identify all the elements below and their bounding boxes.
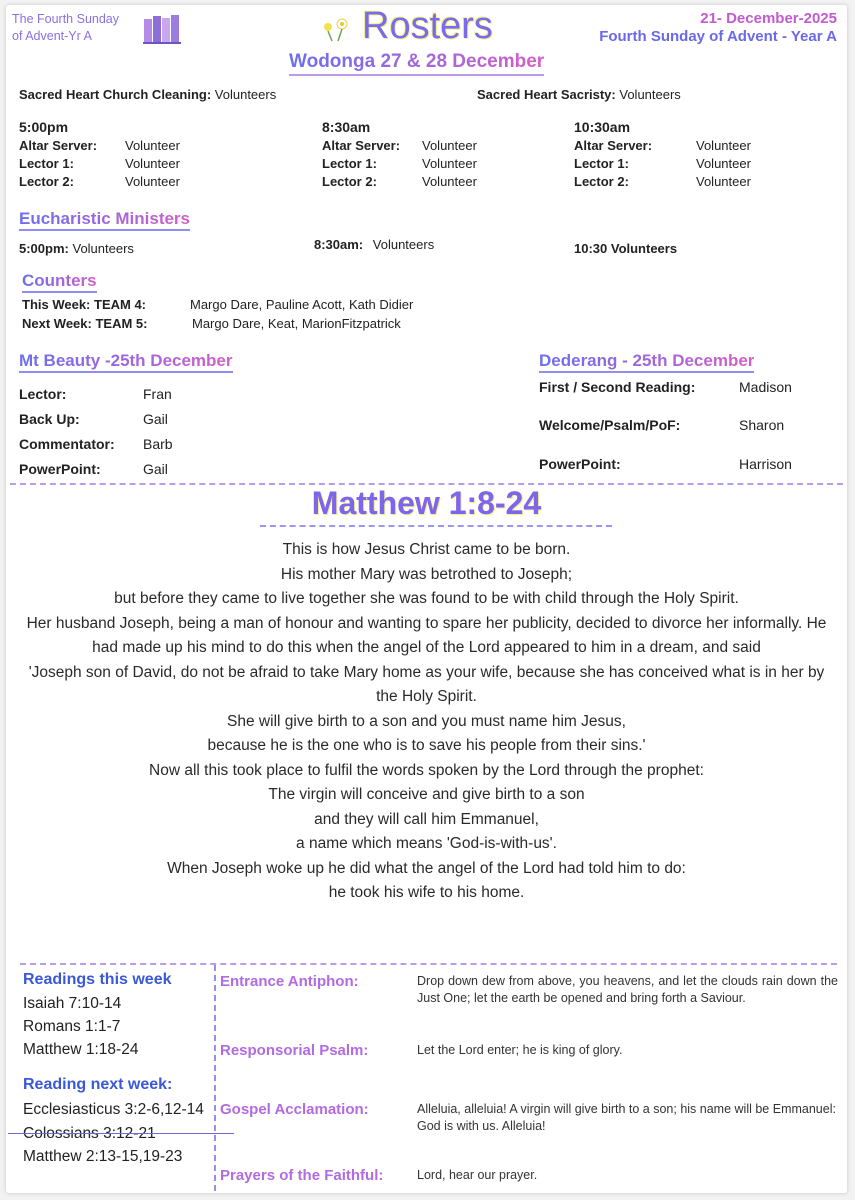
- eucharistic-heading: Eucharistic Ministers: [19, 209, 190, 231]
- sacristy-value: Volunteers: [619, 87, 681, 102]
- reading-item: Matthew 2:13-15,19-23: [23, 1148, 183, 1165]
- role-value: Fran: [143, 386, 172, 402]
- gospel-title-underline: [260, 525, 612, 527]
- role-value: Volunteer: [125, 138, 180, 153]
- gospel-line: This is how Jesus Christ came to be born.: [282, 541, 571, 558]
- role-value: Volunteer: [696, 138, 751, 153]
- gospel-line: The virgin will conceive and give birth to a son: [268, 786, 585, 803]
- gospel-title: Matthew 1:8-24: [6, 485, 847, 522]
- gospel-line: and they will call him Emmanuel,: [314, 810, 539, 828]
- role-value: Volunteer: [422, 138, 477, 153]
- liturgy-label: Prayers of the Faithful:: [220, 1167, 384, 1184]
- flowers-icon: [320, 17, 354, 43]
- gospel-line: he took his wife to his home.: [328, 884, 525, 901]
- mass-column-1: [19, 119, 180, 191]
- gospel-line: His mother Mary was betrothed to Joseph;: [280, 565, 573, 583]
- eucharistic-value: Volunteers: [372, 237, 435, 252]
- dederang-heading: Dederang - 25th December: [539, 351, 754, 373]
- role-value: Harrison: [739, 456, 792, 472]
- header-left-line2: of Advent-Yr A: [12, 29, 92, 43]
- eucharistic-time: 8:30am:: [314, 237, 364, 252]
- eucharistic-time: 5:00pm:: [19, 241, 69, 256]
- bottom-column-divider: [214, 965, 216, 1191]
- role-value: Gail: [143, 461, 168, 477]
- header-left-line1: The Fourth Sunday: [12, 12, 120, 26]
- reading-item: Ecclesiasticus 3:2-6,12-14: [23, 1101, 204, 1118]
- gospel-line: a name which means 'God-is-with-us'.: [296, 835, 557, 852]
- location-title: Wodonga 27 & 28 December: [289, 51, 544, 76]
- liturgy-text: Drop down dew from above, you heavens, and let the clouds rain down the Just One; let the earth be opened and bring forth a Saviour.: [417, 974, 838, 1005]
- header-right: [599, 10, 837, 46]
- role-label: Lector 2:: [322, 174, 377, 189]
- role-label: PowerPoint:: [539, 456, 621, 472]
- gospel-line: When Joseph woke up he did what the angel of the Lord had told him to do:: [167, 859, 686, 877]
- liturgy-text: Alleluia, alleluia! A virgin will give birth to a son; his name will be Emmanuel: God is with us. Alleluia!: [417, 1102, 836, 1133]
- header-left-caption: [12, 11, 152, 45]
- cleaning-row: [19, 87, 276, 102]
- mass-time: 5:00pm: [19, 119, 69, 135]
- liturgy-label: Entrance Antiphon:: [220, 973, 359, 990]
- sacristy-row: [477, 87, 681, 102]
- readings-strike-line: [8, 1133, 234, 1134]
- role-value: Gail: [143, 411, 168, 427]
- role-value: Volunteer: [696, 174, 751, 189]
- hymn-book-icon: [142, 13, 186, 45]
- role-value: Sharon: [739, 417, 785, 433]
- eucharistic-5pm: [19, 241, 134, 256]
- mass-time: 10:30am: [574, 119, 631, 135]
- cleaning-value: Volunteers: [214, 87, 277, 102]
- gospel-text: [6, 538, 847, 906]
- role-label: First / Second Reading:: [539, 379, 696, 395]
- role-label: Lector 1:: [574, 156, 629, 171]
- role-label: Lector 2:: [19, 174, 74, 189]
- role-label: Welcome/Psalm/PoF:: [539, 417, 681, 433]
- reading-item: Matthew 1:18-24: [23, 1041, 139, 1058]
- reading-item: Romans 1:1-7: [23, 1018, 121, 1035]
- role-value: Volunteer: [125, 156, 180, 171]
- readings-this-week-heading: Readings this week: [23, 971, 172, 988]
- role-label: Lector:: [19, 386, 67, 402]
- role-label: Altar Server:: [19, 138, 98, 153]
- eucharistic-value: Volunteers: [72, 241, 134, 256]
- mass-time: 8:30am: [322, 119, 371, 135]
- role-label: Lector 1:: [19, 156, 74, 171]
- mass-column-3: [574, 119, 751, 191]
- bottom-divider: [20, 963, 837, 965]
- liturgy-label: Responsorial Psalm:: [220, 1042, 369, 1059]
- gospel-line: Her husband Joseph, being a man of honour and wanting to spare her publicity, decided to divorce her informally. He had made up his mind to do this when the angel of the Lord appeared to him in a dream, and said: [26, 614, 827, 656]
- roster-page: [6, 5, 847, 1193]
- liturgy-text: Lord, hear our prayer.: [417, 1168, 538, 1182]
- counters-heading: Counters: [22, 271, 97, 293]
- reading-item: Colossians 3:12-21: [23, 1124, 156, 1142]
- role-value: Volunteer: [696, 156, 751, 171]
- role-label: Commentator:: [19, 436, 115, 452]
- reading-item: Isaiah 7:10-14: [23, 995, 122, 1012]
- mass-column-2: [322, 119, 477, 191]
- liturgy-label: Gospel Acclamation:: [220, 1101, 369, 1118]
- counters-table: [22, 295, 413, 333]
- gospel-line: Now all this took place to fulfil the words spoken by the Lord through the prophet:: [149, 761, 704, 779]
- eucharistic-1030am: 10:30 Volunteers: [574, 241, 678, 256]
- role-label: Lector 2:: [574, 174, 629, 189]
- cleaning-label: Sacred Heart Church Cleaning:: [19, 87, 212, 102]
- counters-names: Margo Dare, Keat, MarionFitzpatrick: [192, 316, 401, 331]
- dederang-roster: [539, 379, 792, 472]
- counters-next-week: [22, 314, 413, 333]
- role-label: Altar Server:: [322, 138, 401, 153]
- page-title: Rosters: [362, 5, 493, 47]
- role-value: Volunteer: [422, 156, 477, 171]
- role-label: Lector 1:: [322, 156, 377, 171]
- counters-this-week: [22, 295, 413, 314]
- gospel-line: because he is the one who is to save his people from their sins.': [207, 737, 646, 754]
- counters-names: Margo Dare, Pauline Acott, Kath Didier: [190, 297, 414, 312]
- eucharistic-830am: [314, 237, 434, 252]
- gospel-line: but before they came to live together she was found to be with child through the Holy Spirit.: [114, 590, 739, 607]
- header-date: 21- December-2025: [700, 10, 837, 27]
- gospel-line: She will give birth to a son and you must name him Jesus,: [227, 712, 626, 730]
- counters-label: Next Week: TEAM 5:: [22, 316, 148, 331]
- role-label: Back Up:: [19, 411, 80, 427]
- mt-beauty-heading: Mt Beauty -25th December: [19, 351, 233, 373]
- role-label: Altar Server:: [574, 138, 653, 153]
- header-occasion: Fourth Sunday of Advent - Year A: [599, 28, 837, 45]
- role-value: Volunteer: [125, 174, 180, 189]
- gospel-line: 'Joseph son of David, do not be afraid to take Mary home as your wife, because she has conceived what is in her by the Holy Spirit.: [28, 663, 825, 705]
- readings-this-week-list: [23, 992, 211, 1061]
- sacristy-label: Sacred Heart Sacristy:: [477, 87, 616, 102]
- readings-next-week-heading: Reading next week:: [23, 1076, 173, 1093]
- role-value: Madison: [739, 379, 792, 395]
- role-value: Barb: [143, 436, 173, 452]
- liturgy-text: Let the Lord enter; he is king of glory.: [417, 1043, 623, 1057]
- mt-beauty-roster: [19, 382, 173, 482]
- role-label: PowerPoint:: [19, 461, 101, 477]
- role-value: Volunteer: [422, 174, 477, 189]
- counters-label: This Week: TEAM 4:: [22, 297, 147, 312]
